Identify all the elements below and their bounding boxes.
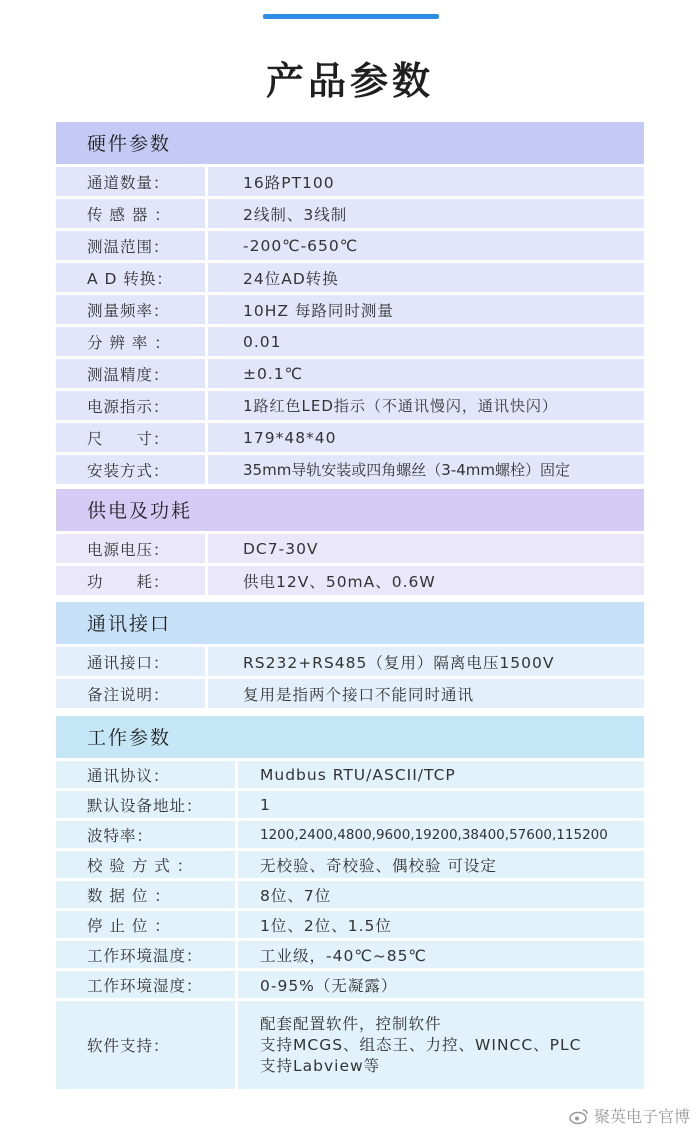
table-row [56, 761, 644, 788]
table-row [56, 167, 644, 196]
software-support-row [56, 1001, 644, 1089]
table-row [56, 821, 644, 848]
table-row [56, 971, 644, 998]
row-value: -200℃-650℃ [208, 231, 644, 260]
row-value: 1路红色LED指示（不通讯慢闪，通讯快闪） [208, 391, 644, 420]
weibo-logo-icon [568, 1107, 590, 1125]
row-label: 功 耗： [56, 566, 205, 595]
row-label: 测量频率： [56, 295, 205, 324]
table-row [56, 566, 644, 595]
table-row [56, 263, 644, 292]
page-title: 产品参数 [265, 59, 434, 103]
row-label: 校 验 方 式 ： [56, 851, 235, 878]
row-value: 0.01 [208, 327, 644, 356]
row-label: 工作环境湿度： [56, 971, 235, 998]
row-value: 1200,2400,4800,9600,19200,38400,57600,115200 [238, 821, 644, 848]
row-value: 供电12V、50mA、0.6W [208, 566, 644, 595]
row-label: 电源电压： [56, 534, 205, 563]
row-value: 工业级，-40℃~85℃ [238, 941, 644, 968]
table-row [56, 911, 644, 938]
row-value: 35mm导轨安装或四角螺丝（3-4mm螺栓）固定 [208, 455, 644, 484]
table-row [56, 295, 644, 324]
row-label: 分 辨 率 ： [56, 327, 205, 356]
row-value: 24位AD转换 [208, 263, 644, 292]
row-label: 备注说明： [56, 679, 205, 708]
table-row [56, 359, 644, 388]
power-section [56, 489, 644, 595]
row-label: 数 据 位 ： [56, 881, 235, 908]
row-label: 安装方式： [56, 455, 205, 484]
table-row [56, 881, 644, 908]
comm-section [56, 602, 644, 708]
row-value: 16路PT100 [208, 167, 644, 196]
table-row [56, 327, 644, 356]
table-row [56, 231, 644, 260]
table-row [56, 423, 644, 452]
row-value: 2线制、3线制 [208, 199, 644, 228]
row-value: 1位、2位、1.5位 [238, 911, 644, 938]
watermark [568, 1104, 690, 1127]
power-section-title: 供电及功耗 [56, 489, 644, 531]
row-value: 179*48*40 [208, 423, 644, 452]
row-value: DC7-30V [208, 534, 644, 563]
work-section [56, 716, 644, 1089]
table-row [56, 647, 644, 676]
table-row [56, 941, 644, 968]
row-value: 复用是指两个接口不能同时通讯 [208, 679, 644, 708]
row-label: 波特率： [56, 821, 235, 848]
table-row [56, 534, 644, 563]
watermark-text: 聚英电子官博 [593, 1107, 690, 1126]
row-label: 测温精度： [56, 359, 205, 388]
table-row [56, 791, 644, 818]
hardware-section [56, 122, 644, 484]
row-label: 尺 寸： [56, 423, 205, 452]
software-line: 配套配置软件，控制软件 [260, 1014, 442, 1033]
row-label: 通讯接口： [56, 647, 205, 676]
software-line: 支持Labview等 [260, 1056, 381, 1075]
row-value: RS232+RS485（复用）隔离电压1500V [208, 647, 644, 676]
row-label: 通讯协议： [56, 761, 235, 788]
row-value: 无校验、奇校验、偶校验 可设定 [238, 851, 644, 878]
table-row [56, 851, 644, 878]
row-value: Mudbus RTU/ASCII/TCP [238, 761, 644, 788]
work-section-title: 工作参数 [56, 716, 644, 758]
table-row [56, 455, 644, 484]
row-value: 8位、7位 [238, 881, 644, 908]
hardware-section-title: 硬件参数 [56, 122, 644, 164]
row-label: 传 感 器 ： [56, 199, 205, 228]
row-label: 电源指示： [56, 391, 205, 420]
top-accent-bar [263, 14, 439, 19]
comm-section-title: 通讯接口 [56, 602, 644, 644]
row-label: 测温范围： [56, 231, 205, 260]
row-value: 10HZ 每路同时测量 [208, 295, 644, 324]
row-label: 停 止 位 ： [56, 911, 235, 938]
row-label: 软件支持： [56, 1001, 235, 1089]
software-line: 支持MCGS、组态王、力控、WINCC、PLC [260, 1035, 582, 1054]
row-value: ±0.1℃ [208, 359, 644, 388]
row-label: A D 转换： [56, 263, 205, 292]
table-row [56, 679, 644, 708]
table-row [56, 199, 644, 228]
table-row [56, 391, 644, 420]
row-value: 0-95%（无凝露） [238, 971, 644, 998]
row-label: 默认设备地址： [56, 791, 235, 818]
row-value: 1 [238, 791, 644, 818]
software-support-value [238, 1001, 644, 1089]
row-label: 工作环境温度： [56, 941, 235, 968]
row-label: 通道数量： [56, 167, 205, 196]
